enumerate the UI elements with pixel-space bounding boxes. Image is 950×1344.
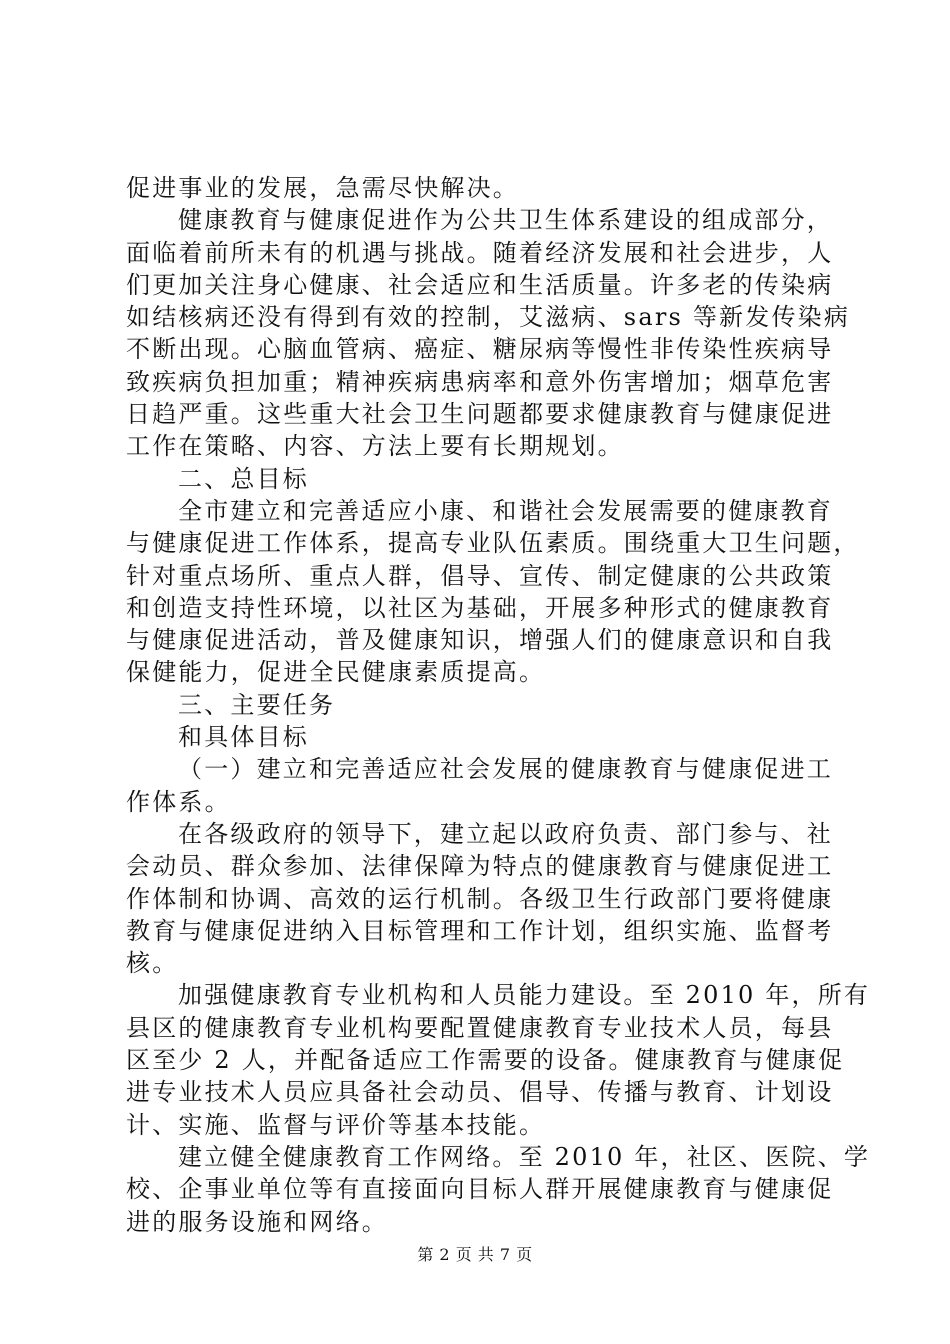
text-line: 和创造支持性环境，以社区为基础，开展多种形式的健康教育	[126, 593, 834, 622]
text-line: 日趋严重。这些重大社会卫生问题都要求健康教育与健康促进	[126, 400, 834, 429]
text-line: 健康教育与健康促进作为公共卫生体系建设的组成部分，	[178, 206, 833, 235]
text-line: 保健能力，促进全民健康素质提高。	[126, 658, 546, 687]
text-line: 不断出现。心脑血管病、癌症、糖尿病等慢性非传染性疾病导	[126, 335, 834, 364]
text-line: 促进事业的发展，急需尽快解决。	[126, 174, 519, 202]
text-line: 在各级政府的领导下，建立起以政府负责、部门参与、社	[178, 819, 833, 848]
text-line: 教育与健康促进纳入目标管理和工作计划，组织实施、监督考	[126, 916, 834, 945]
text-line: 核。	[126, 949, 179, 978]
text-line: 加强健康教育专业机构和人员能力建设。至 2010 年，所有	[178, 981, 871, 1010]
text-line: 区至少 2 人，并配备适应工作需要的设备。健康教育与健康促	[126, 1046, 845, 1075]
text-line: 针对重点场所、重点人群，倡导、宣传、制定健康的公共政策	[126, 561, 834, 590]
text-line: 和具体目标	[178, 723, 309, 752]
text-line: 们更加关注身心健康、社会适应和生活质量。许多老的传染病	[126, 270, 834, 299]
text-line: 面临着前所未有的机遇与挑战。随着经济发展和社会进步，人	[126, 238, 834, 267]
text-line: 如结核病还没有得到有效的控制，艾滋病、sars 等新发传染病	[126, 303, 851, 332]
text-line: 作体制和协调、高效的运行机制。各级卫生行政部门要将健康	[126, 884, 834, 913]
text-line: 致疾病负担加重；精神疾病患病率和意外伤害增加；烟草危害	[126, 367, 834, 396]
text-line: （一）建立和完善适应社会发展的健康教育与健康促进工	[178, 755, 833, 784]
page-footer: 第 2 页 共 7 页	[417, 1245, 533, 1264]
text-line: 会动员、群众参加、法律保障为特点的健康教育与健康促进工	[126, 852, 834, 881]
text-line: 校、企事业单位等有直接面向目标人群开展健康教育与健康促	[126, 1175, 834, 1204]
text-line: 计、实施、监督与评价等基本技能。	[126, 1110, 546, 1139]
text-line: 与健康促进活动，普及健康知识，增强人们的健康意识和自我	[126, 626, 834, 655]
text-line: 与健康促进工作体系，提高专业队伍素质。围绕重大卫生问题，	[126, 529, 860, 558]
document-body	[126, 172, 871, 1238]
text-line: 县区的健康教育专业机构要配置健康教育专业技术人员，每县	[126, 1013, 834, 1042]
text-line: 工作在策略、内容、方法上要有长期规划。	[126, 432, 624, 461]
text-line: 建立健全健康教育工作网络。至 2010 年，社区、医院、学	[178, 1142, 871, 1171]
text-line: 三、主要任务	[178, 690, 336, 719]
text-line: 二、总目标	[178, 464, 309, 493]
text-line: 全市建立和完善适应小康、和谐社会发展需要的健康教育	[178, 496, 833, 525]
text-line: 进的服务设施和网络。	[126, 1207, 388, 1236]
text-line: 作体系。	[126, 787, 231, 816]
text-line: 进专业技术人员应具备社会动员、倡导、传播与教育、计划设	[126, 1078, 834, 1107]
